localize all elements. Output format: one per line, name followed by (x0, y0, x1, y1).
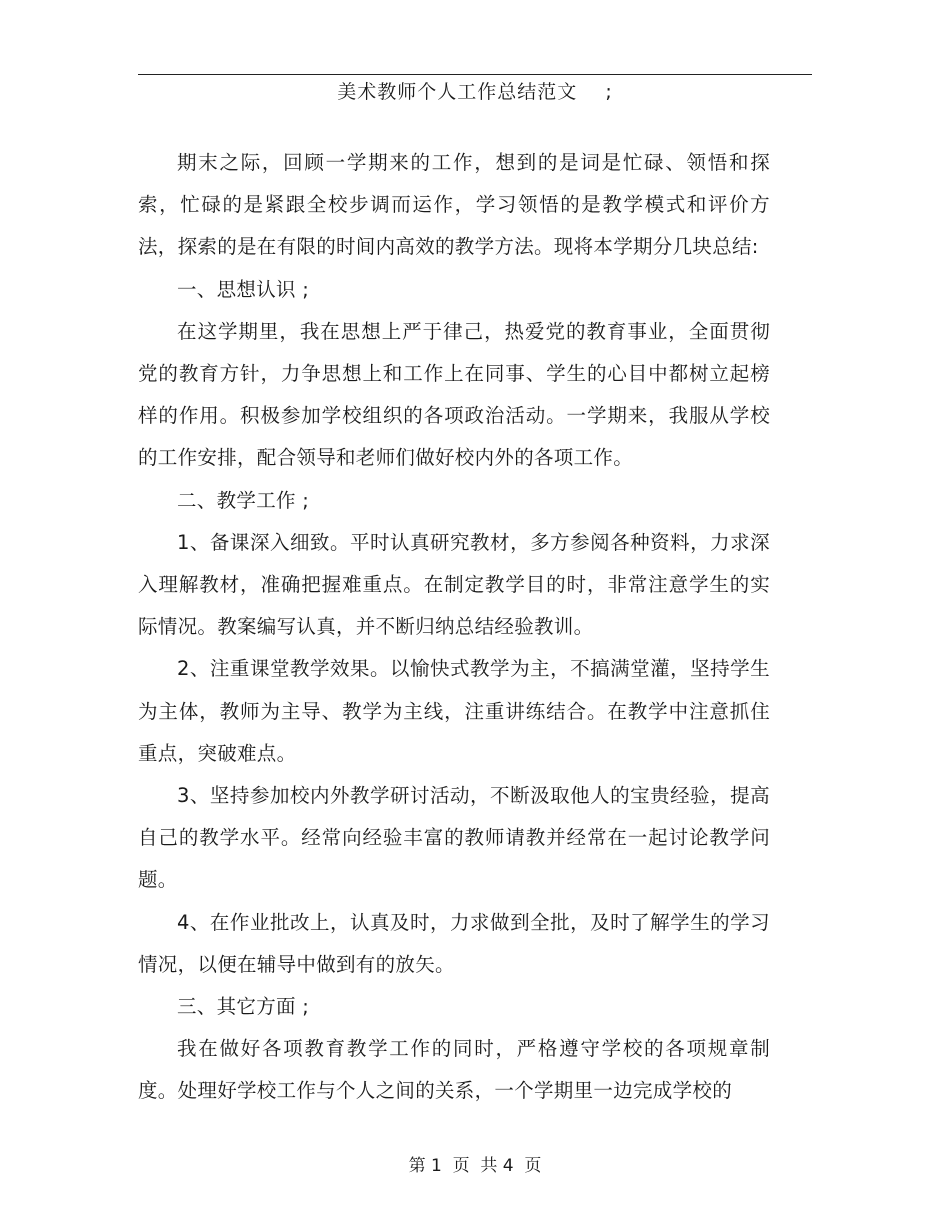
paragraph-thought: 在这学期里，我在思想上严于律己，热爱党的教育事业，全面贯彻党的教育方针，力争思想上和工作上在同事、学生的心目中都树立起榜样的作用。积极参加学校组织的各项政治活动。一学期来，我服从学校的工作安排，配合领导和老师们做好校内外的各项工作。 (138, 319, 770, 470)
paragraph-teaching-4: 4、在作业批改上，认真及时，力求做到全批，及时了解学生的学习情况，以便在辅导中做到有的放矢。 (138, 910, 770, 976)
paragraph-intro: 期末之际，回顾一学期来的工作，想到的是词是忙碌、领悟和探索，忙碌的是紧跟全校步调而运作，学习领悟的是教学模式和评价方法，探索的是在有限的时间内高效的教学方法。现将本学期分几块总结: (138, 151, 770, 259)
paragraph-teaching-1: 1、备课深入细致。平时认真研究教材，多方参阅各种资料，力求深入理解教材，准确把握难重点。在制定教学目的时，非常注意学生的实际情况。教案编写认真，并不断归纳总结经验教训。 (138, 530, 770, 639)
page-footer: 第 1 页 共 4 页 (408, 1156, 542, 1176)
header-rule (138, 74, 812, 75)
paragraph-teaching-2: 2、注重课堂教学效果。以愉快式教学为主，不搞满堂灌，坚持学生为主体，教师为主导、教学为主线，注重讲练结合。在教学中注意抓住重点，突破难点。 (138, 657, 770, 765)
document-title: 美术教师个人工作总结范文 ; (337, 81, 613, 103)
section-heading-other: 三、其它方面 ; (177, 995, 310, 1019)
paragraph-teaching-3: 3、坚持参加校内外教学研讨活动，不断汲取他人的宝贵经验，提高自己的教学水平。经常向经验丰富的教师请教并经常在一起讨论教学问题。 (138, 784, 770, 892)
section-heading-teaching: 二、教学工作 ; (177, 488, 310, 512)
document-body (138, 142, 770, 1113)
section-heading-thought: 一、思想认识 ; (177, 277, 310, 301)
paragraph-other: 我在做好各项教育教学工作的同时，严格遵守学校的各项规章制度。处理好学校工作与个人之间的关系，一个学期里一边完成学校的 (138, 1037, 770, 1103)
